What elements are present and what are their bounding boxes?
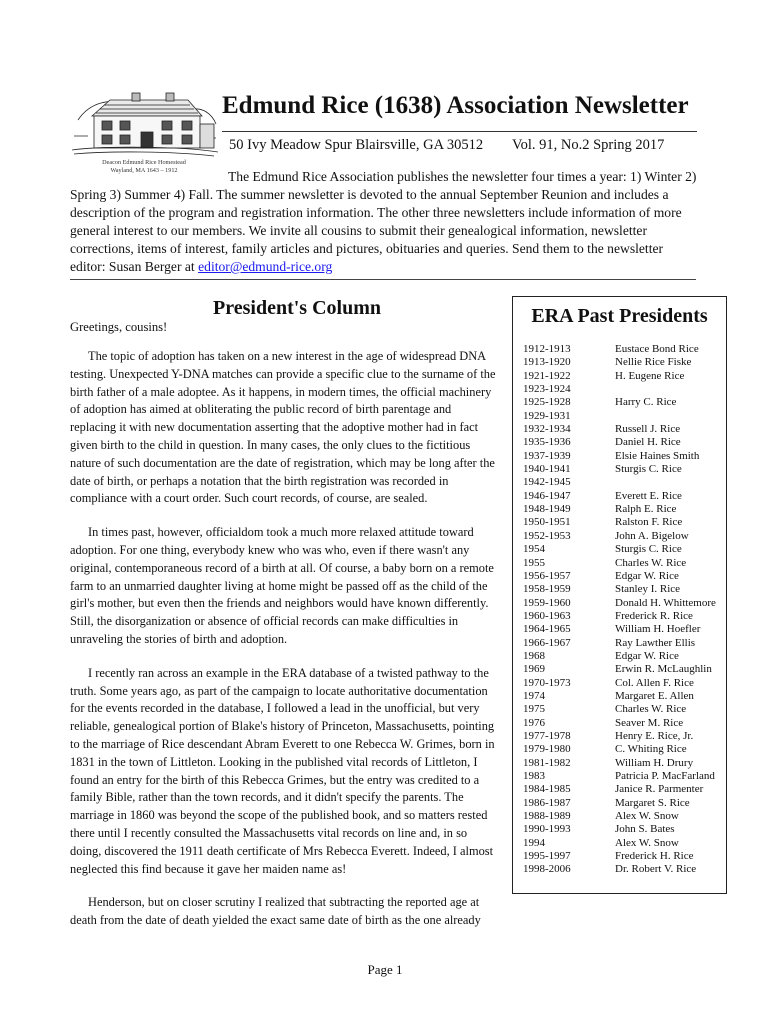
era-president-row xyxy=(523,436,723,449)
era-president-name: Janice R. Parmenter xyxy=(615,783,704,796)
era-president-row xyxy=(523,370,723,383)
era-president-row xyxy=(523,356,723,369)
column-paragraph: I recently ran across an example in the ERA database of a twisted pathway to the truth. Some years ago, as part of the campaign to locate authoritative documentation for the events recorded in the database, I followed a lead in the unofficial, but very reliable, genealogical portion of Blake's history of Princeton, Massachusetts, pointing to the marriage of Rice descendant Abram Everett to one Rebecca W. Grimes, born in 1831 in the town of Littleton. Looking in the published vital records of Littleton, I found an entry for the birth of this Rebecca Grimes, but the entry was credited to a family Bible, rather than the town records, and it didn't specify the parents. The marriage in 1860 was beyond the scope of the published book, and so matters rested there until I recently consulted the Massachusetts vital records on line and, in so doing, discovered the 1911 death certificate of Mrs Rebecca Everett. Indeed, I almost neglected this find because it gave her maiden name as! xyxy=(70,665,495,876)
era-president-row xyxy=(523,343,723,356)
era-term-years: 1984-1985 xyxy=(523,783,571,796)
era-president-row xyxy=(523,450,723,463)
era-past-presidents-box xyxy=(512,296,727,894)
homestead-illustration xyxy=(70,80,218,176)
era-president-name: Daniel H. Rice xyxy=(615,436,681,449)
era-term-years: 1977-1978 xyxy=(523,729,571,742)
era-president-row xyxy=(523,690,723,703)
era-president-row xyxy=(523,663,723,676)
era-president-name: Frederick H. Rice xyxy=(615,850,694,863)
era-term-years: 1950-1951 xyxy=(523,516,571,529)
era-president-name: Edgar W. Rice xyxy=(615,649,679,662)
era-president-name: Ralph E. Rice xyxy=(615,503,677,516)
era-term-years: 1960-1963 xyxy=(523,609,571,622)
era-term-years: 1921-1922 xyxy=(523,369,571,382)
era-president-name: John S. Bates xyxy=(615,823,675,836)
era-president-name: Charles W. Rice xyxy=(615,703,687,716)
era-president-row xyxy=(523,557,723,570)
era-term-years: 1940-1941 xyxy=(523,463,571,476)
era-term-years: 1998-2006 xyxy=(523,863,571,876)
column-paragraph: Henderson, but on closer scrutiny I realized that subtracting the reported age at death from the date of death yielded the exact same date of birth as the one already xyxy=(70,895,481,928)
era-president-name: Erwin R. McLaughlin xyxy=(615,663,712,676)
era-president-row xyxy=(523,570,723,583)
intro-paragraph xyxy=(70,168,700,276)
era-president-name: Eustace Bond Rice xyxy=(615,343,699,355)
header-divider xyxy=(222,131,697,132)
era-term-years: 1983 xyxy=(523,770,545,782)
era-president-name: H. Eugene Rice xyxy=(615,369,685,382)
era-president-row xyxy=(523,650,723,663)
era-term-years: 1970-1973 xyxy=(523,676,571,689)
greeting: Greetings, cousins! xyxy=(70,320,168,334)
era-term-years: 1979-1980 xyxy=(523,743,571,756)
presidents-column-title: President's Column xyxy=(213,297,381,319)
era-term-years: 1955 xyxy=(523,556,545,569)
era-term-years: 1969 xyxy=(523,663,545,676)
era-president-row xyxy=(523,637,723,650)
era-term-years: 1988-1989 xyxy=(523,810,571,823)
era-president-row xyxy=(523,476,723,489)
era-president-row xyxy=(523,543,723,556)
era-president-name: Stanley I. Rice xyxy=(615,583,681,596)
era-president-name: Alex W. Snow xyxy=(615,836,679,849)
era-president-row xyxy=(523,516,723,529)
era-president-row xyxy=(523,610,723,623)
era-president-row xyxy=(523,717,723,730)
era-term-years: 1966-1967 xyxy=(523,636,571,649)
era-term-years: 1956-1957 xyxy=(523,569,571,582)
era-term-years: 1994 xyxy=(523,836,545,849)
era-president-name: Harry C. Rice xyxy=(615,396,677,409)
era-president-row xyxy=(523,463,723,476)
era-president-row xyxy=(523,757,723,770)
era-president-name: Henry E. Rice, Jr. xyxy=(615,729,694,742)
era-president-name: Donald H. Whittemore xyxy=(615,596,716,609)
era-term-years: 1968 xyxy=(523,649,545,662)
era-president-name: Margaret S. Rice xyxy=(615,796,690,809)
era-term-years: 1946-1947 xyxy=(523,489,571,502)
era-president-row xyxy=(523,490,723,503)
era-president-row xyxy=(523,743,723,756)
era-term-years: 1912-1913 xyxy=(523,343,571,355)
era-term-years: 1964-1965 xyxy=(523,623,571,636)
era-term-years: 1942-1945 xyxy=(523,476,571,489)
era-term-years: 1959-1960 xyxy=(523,596,571,609)
era-president-row xyxy=(523,797,723,810)
era-president-name: C. Whiting Rice xyxy=(615,743,687,756)
era-president-row xyxy=(523,770,723,783)
era-term-years: 1937-1939 xyxy=(523,449,571,462)
era-president-name: William H. Drury xyxy=(615,756,694,769)
era-term-years: 1981-1982 xyxy=(523,756,571,769)
era-president-name: John A. Bigelow xyxy=(615,529,689,542)
era-president-row xyxy=(523,423,723,436)
era-president-name: Edgar W. Rice xyxy=(615,569,679,582)
era-president-name: Ray Lawther Ellis xyxy=(615,636,696,649)
era-term-years: 1935-1936 xyxy=(523,436,571,449)
newsletter-title: Edmund Rice (1638) Association Newsletter xyxy=(222,92,689,119)
era-past-presidents-title: ERA Past Presidents xyxy=(531,305,708,327)
column-paragraph: The topic of adoption has taken on a new interest in the age of widespread DNA testing. Unexpected Y-DNA matches can provide a specific clue to the surname of the birth father of a male adoptee. As it happens, in modern times, the official machinery of adoption has aimed at obliterating the public record of birth parentage and replacing it with new documentation asserting that the adoptive mother had in fact given birth to the child in question. In many cases, the only clues to the fictitious nature of such documentation are the date of registration, which may be long after the date of birth, or perhaps a notation that the birth registration was recorded in compliance with a court order. Such court records, of course, are sealed. xyxy=(70,349,496,506)
era-president-name: Elsie Haines Smith xyxy=(615,449,700,462)
page-number: Page 1 xyxy=(367,962,403,977)
column-paragraph: In times past, however, officialdom took a much more relaxed attitude toward adoption. For one thing, everybody knew who was who, even if there wasn't any original, contemporaneous record of a birth at all. Of course, a baby born on a remote farm to an unmarried daughter living at home might be passed off as the child of the girl's mother, but even then the friends and neighbors would have known differently. Still, the disorganization or absence of official records can make difficulties in unraveling the stories of birth and adoption. xyxy=(70,525,494,646)
era-president-row xyxy=(523,597,723,610)
era-president-name: Nellie Rice Fiske xyxy=(615,356,692,369)
era-president-row xyxy=(523,623,723,636)
era-president-name: Sturgis C. Rice xyxy=(615,543,682,556)
era-term-years: 1975 xyxy=(523,703,545,716)
era-president-row xyxy=(523,837,723,850)
image-caption-line1: Deacon Edmund Rice Homestead xyxy=(102,159,186,166)
era-president-name: Ralston F. Rice xyxy=(615,516,683,529)
era-president-row xyxy=(523,530,723,543)
era-president-row xyxy=(523,730,723,743)
era-term-years: 1913-1920 xyxy=(523,356,571,369)
presidents-column-body xyxy=(70,348,500,946)
era-term-years: 1948-1949 xyxy=(523,503,571,516)
era-presidents-list xyxy=(523,343,723,877)
era-president-row xyxy=(523,583,723,596)
era-term-years: 1990-1993 xyxy=(523,823,571,836)
era-president-row xyxy=(523,677,723,690)
era-president-row xyxy=(523,396,723,409)
era-president-name: Sturgis C. Rice xyxy=(615,463,682,476)
era-president-row xyxy=(523,863,723,876)
era-president-row xyxy=(523,703,723,716)
era-president-name: Alex W. Snow xyxy=(615,810,679,823)
era-term-years: 1925-1928 xyxy=(523,396,571,409)
era-term-years: 1932-1934 xyxy=(523,423,571,436)
era-president-row xyxy=(523,850,723,863)
era-president-name: Seaver M. Rice xyxy=(615,716,684,729)
era-term-years: 1954 xyxy=(523,543,545,556)
era-term-years: 1923-1924 xyxy=(523,383,571,396)
era-term-years: 1952-1953 xyxy=(523,529,571,542)
era-president-name: Frederick R. Rice xyxy=(615,609,693,622)
era-president-name: Col. Allen F. Rice xyxy=(615,676,694,689)
era-president-row xyxy=(523,503,723,516)
era-president-row xyxy=(523,810,723,823)
era-term-years: 1995-1997 xyxy=(523,850,571,863)
era-term-years: 1958-1959 xyxy=(523,583,571,596)
era-president-row xyxy=(523,410,723,423)
association-address: 50 Ivy Meadow Spur Blairsville, GA 30512 xyxy=(229,137,484,153)
era-president-name: Russell J. Rice xyxy=(615,423,681,436)
era-term-years: 1986-1987 xyxy=(523,796,571,809)
image-caption-line2: Wayland, MA 1643 – 1912 xyxy=(110,167,178,174)
era-president-name: Charles W. Rice xyxy=(615,556,687,569)
era-president-name: Patricia P. MacFarland xyxy=(615,770,715,782)
era-president-name: Everett E. Rice xyxy=(615,489,682,502)
era-president-row xyxy=(523,823,723,836)
era-term-years: 1929-1931 xyxy=(523,409,571,422)
intro-divider xyxy=(70,279,696,280)
era-president-name: Margaret E. Allen xyxy=(615,689,694,702)
era-president-name: William H. Hoefler xyxy=(615,623,701,636)
era-term-years: 1974 xyxy=(523,689,545,702)
era-term-years: 1976 xyxy=(523,716,545,729)
era-president-row xyxy=(523,383,723,396)
editor-email-link[interactable]: editor@edmund-rice.org xyxy=(198,259,333,274)
intro-text: The Edmund Rice Association publishes the newsletter four times a year: 1) Winter 2) Spring 3) Summer 4) Fall. The summer newsletter is devoted to the annual September Reunion and includes a description of the program and registration information. The other three newsletters include information of more general interest to our members. We invite all cousins to submit their genealogical information, newsletter corrections, items of interest, family articles and pictures, obituaries and queries. Send them to the newsletter editor: Susan Berger at xyxy=(70,169,697,274)
era-president-row xyxy=(523,783,723,796)
era-president-name: Dr. Robert V. Rice xyxy=(615,863,697,876)
volume-issue: Vol. 91, No.2 Spring 2017 xyxy=(512,137,665,153)
